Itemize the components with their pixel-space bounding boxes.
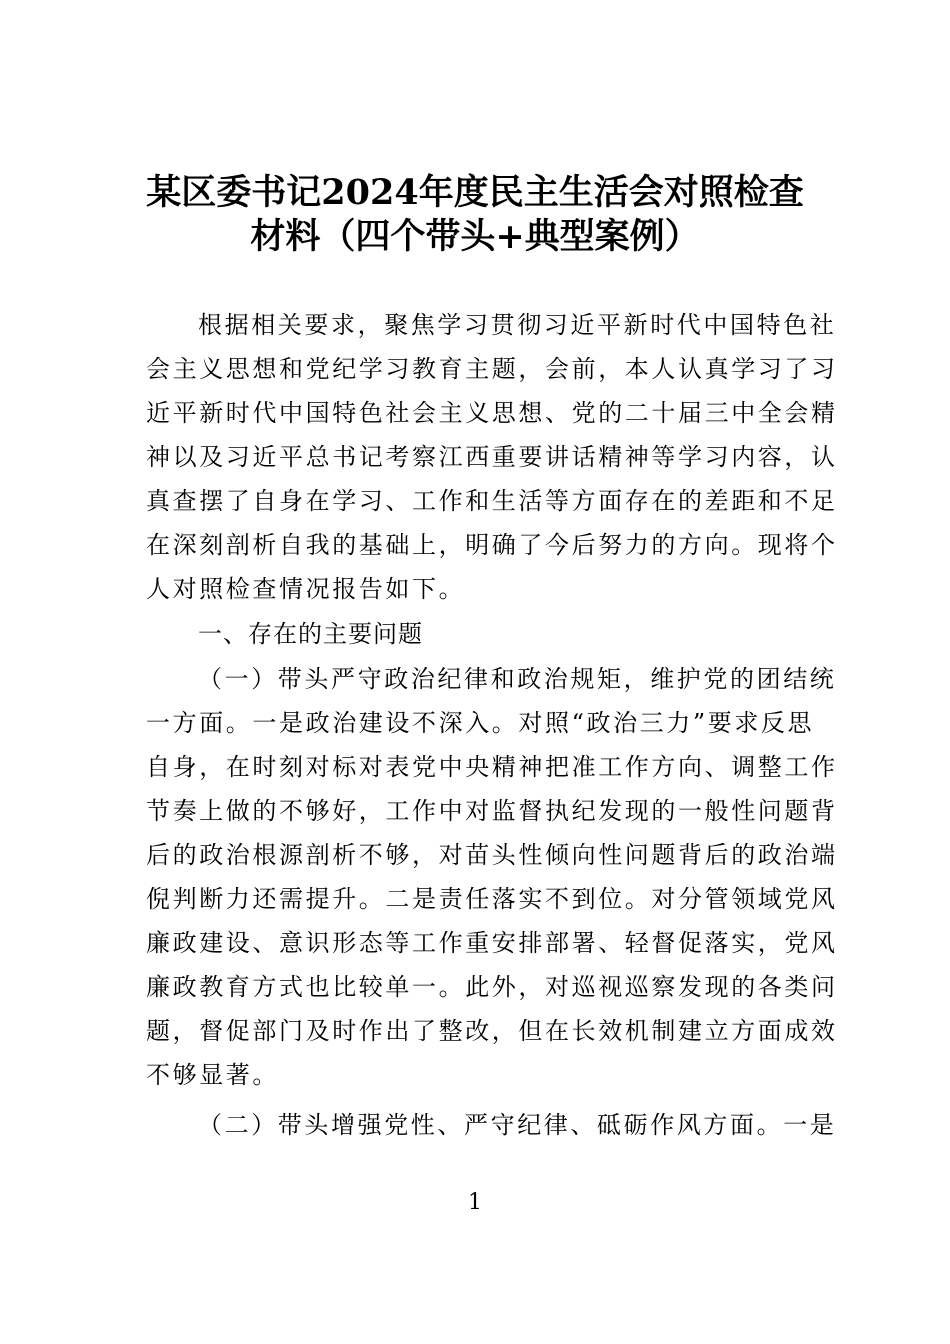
body-line: 廉政教育方式也比较单一。此外，对巡视巡察发现的各类问 xyxy=(146,973,838,1001)
body-line: 一方面。一是政治建设不深入。对照“政治三力”要求反思 xyxy=(146,709,815,737)
body-line: 不够显著。 xyxy=(146,1061,279,1089)
body-line: 近平新时代中国特色社会主义思想、党的二十届三中全会精 xyxy=(146,399,838,427)
body-line: 自身，在时刻对标对表党中央精神把准工作方向、调整工作 xyxy=(146,753,838,781)
body-line: 神以及习近平总书记考察江西重要讲话精神等学习内容，认 xyxy=(146,443,838,471)
body-line: 真查摆了自身在学习、工作和生活等方面存在的差距和不足 xyxy=(146,487,838,515)
body-line: （一）带头严守政治纪律和政治规矩，维护党的团结统 xyxy=(198,665,837,693)
body-line: 后的政治根源剖析不够，对苗头性倾向性问题背后的政治端 xyxy=(146,841,838,869)
body-line: （二）带头增强党性、严守纪律、砥砺作风方面。一是 xyxy=(198,1111,837,1139)
body-line: 倪判断力还需提升。二是责任落实不到位。对分管领域党风 xyxy=(146,885,838,913)
body-line: 会主义思想和党纪学习教育主题，会前，本人认真学习了习 xyxy=(146,355,838,383)
body-line: 节奏上做的不够好，工作中对监督执纪发现的一般性问题背 xyxy=(146,797,838,825)
body-line: 题，督促部门及时作出了整改，但在长效机制建立方面成效 xyxy=(146,1017,838,1045)
section-heading: 一、存在的主要问题 xyxy=(198,620,423,648)
document-title-line-1: 某区委书记2024年度民主生活会对照检查 xyxy=(146,172,804,213)
page-number: 1 xyxy=(468,1190,482,1215)
body-line: 人对照检查情况报告如下。 xyxy=(146,575,466,603)
body-line: 在深刻剖析自我的基础上，明确了今后努力的方向。现将个 xyxy=(146,531,838,559)
document-title-line-2: 材料（四个带头+典型案例） xyxy=(250,216,700,257)
body-line: 根据相关要求，聚焦学习贯彻习近平新时代中国特色社 xyxy=(198,311,837,339)
body-line: 廉政建设、意识形态等工作重安排部署、轻督促落实，党风 xyxy=(146,929,838,957)
